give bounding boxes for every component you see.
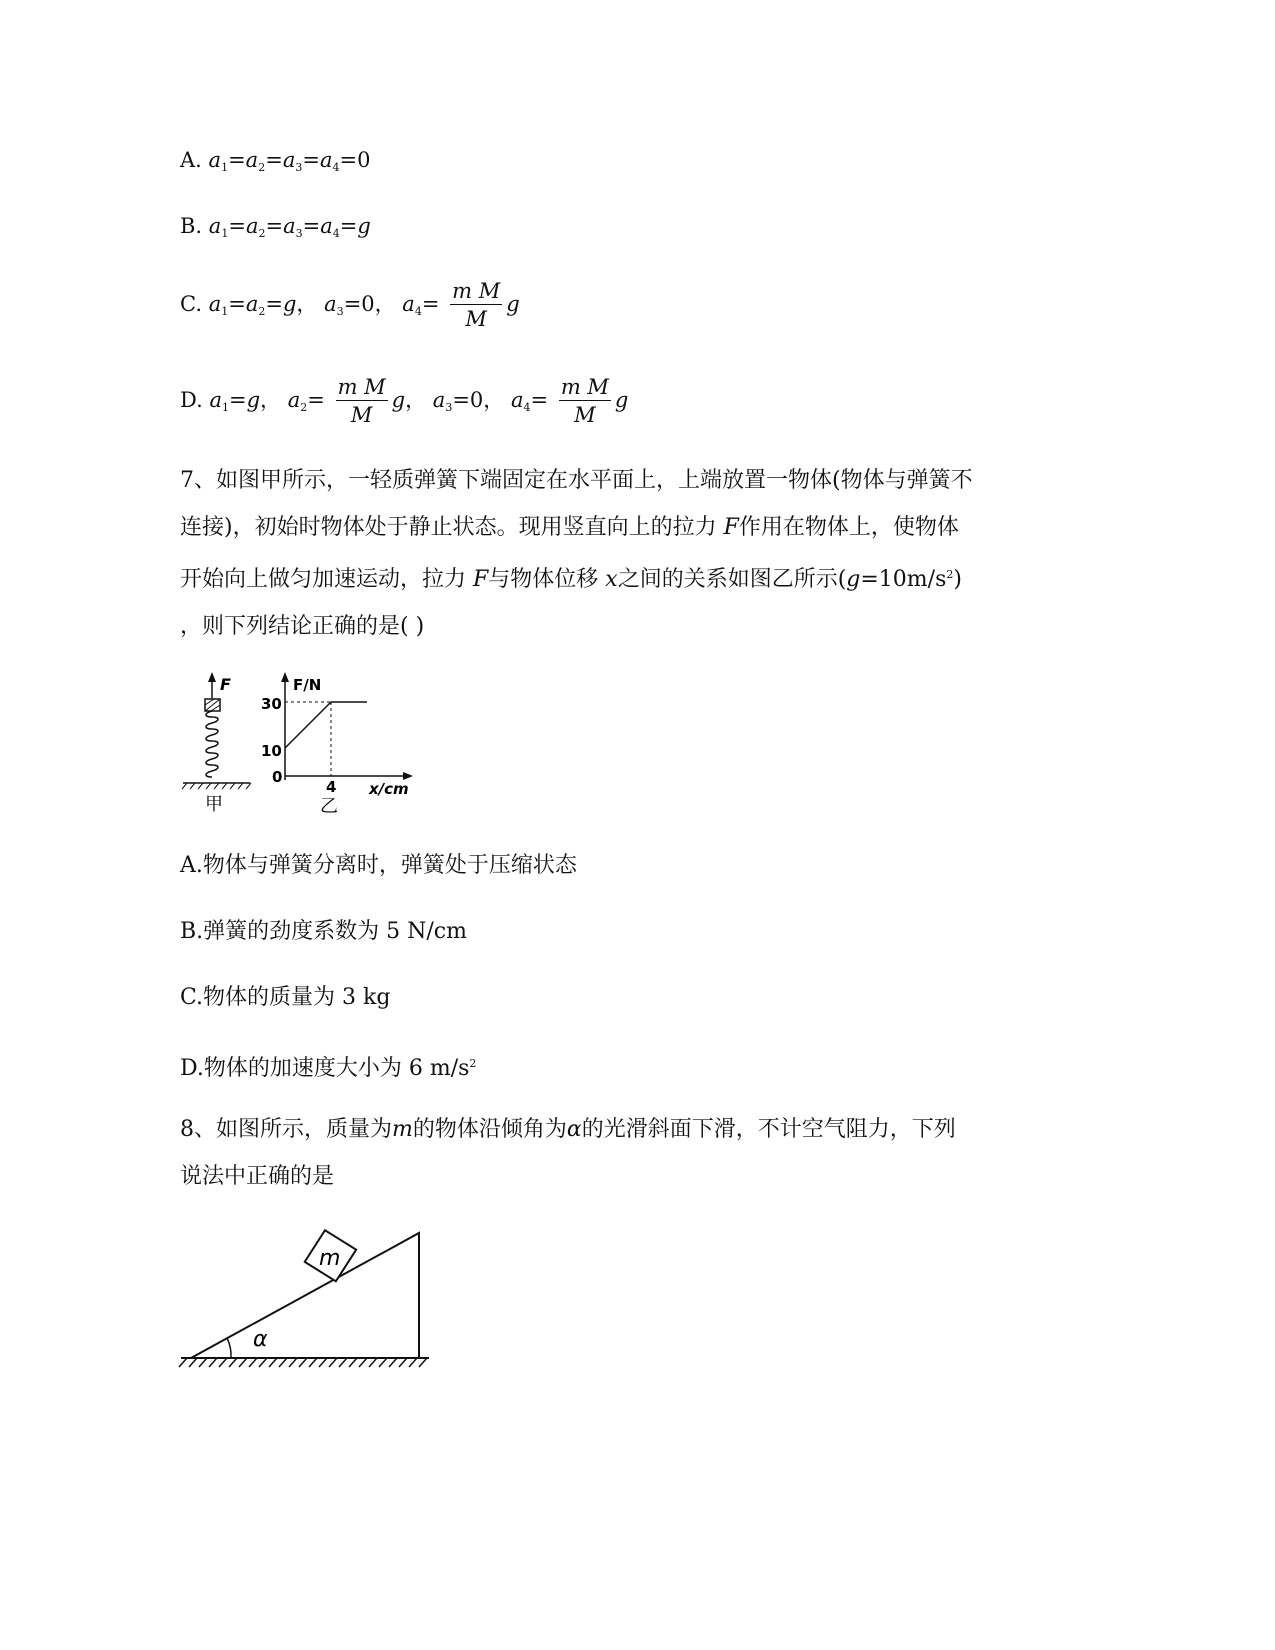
fraction: $\frac{\text{m M}}{M}$	[452, 279, 501, 331]
fraction: $\frac{\text{m M}}{M}$	[560, 375, 609, 427]
tick-4: 4	[326, 778, 337, 796]
force-arrow-head	[208, 672, 216, 682]
label-F: F	[220, 675, 231, 694]
q7-line-1: 7、如图甲所示，一轻质弹簧下端固定在水平面上，上端放置一物体(物体与弹簧不	[180, 468, 973, 493]
label-yi: 乙	[320, 796, 338, 817]
q7-option-a: A.物体与弹簧分离时，弹簧处于压缩状态	[180, 853, 577, 878]
q7-line-2: 连接)，初始时物体处于静止状态。现用竖直向上的拉力 F作用在物体上，使物体	[180, 515, 959, 540]
q7-line-3: 开始向上做匀加速运动，拉力 F与物体位移 x之间的关系如图乙所示$(g=10m/s^2)$	[180, 567, 962, 592]
q6-option-b: B. $a_1=a_2=a_3=a_4=g$	[180, 214, 371, 240]
label-jia: 甲	[205, 794, 223, 815]
question-8	[180, 1106, 1060, 1200]
q6-option-a: A. $a_1=a_2=a_3=a_4=0$	[180, 148, 371, 174]
fraction: $\frac{\text{m M}}{M}$	[337, 375, 386, 427]
q6-option-d: D. $a_1=g$， $a_2=$ $\frac{\text{m M}}{M}$ g， $a_3=0$， $a_4=$ $\frac{\text{m M}}{M}$ g	[180, 375, 629, 427]
q7-figure	[175, 668, 425, 823]
tick-0: 0	[272, 768, 283, 786]
tick-10: 10	[261, 742, 282, 760]
x-axis-label: x/cm	[369, 780, 409, 798]
q7-option-d: D.物体的加速度大小为 6 $m/s^2$	[180, 1056, 477, 1081]
var-a1: $a_1$	[208, 148, 229, 174]
label-m: m	[319, 1246, 341, 1271]
spring-coil	[206, 711, 218, 777]
question-7	[180, 457, 1060, 650]
q7-option-c: C.物体的质量为 3 kg	[180, 985, 391, 1010]
tick-30: 30	[261, 695, 282, 713]
q8-incline-figure	[175, 1225, 435, 1375]
q8-line-1: 8、如图所示，质量为m的物体沿倾角为α的光滑斜面下滑，不计空气阻力，下列	[180, 1117, 956, 1142]
spring-diagram	[182, 672, 251, 789]
q8-line-2: 说法中正确的是	[180, 1164, 335, 1189]
q7-option-b: B.弹簧的劲度系数为 5 N/cm	[180, 919, 467, 944]
q7-line-4: ，则下列结论正确的是( )	[180, 614, 425, 639]
y-axis-label: F/N	[293, 676, 322, 694]
label-alpha: α	[253, 1327, 268, 1352]
angle-arc	[227, 1338, 231, 1358]
incline-triangle	[191, 1233, 419, 1358]
q6-option-c: C. $a_1=a_2=g$， $a_3=0$， $a_4=$ $\frac{\text{m M}}{M}$ g	[180, 279, 520, 331]
graph-rising-line	[285, 702, 331, 748]
